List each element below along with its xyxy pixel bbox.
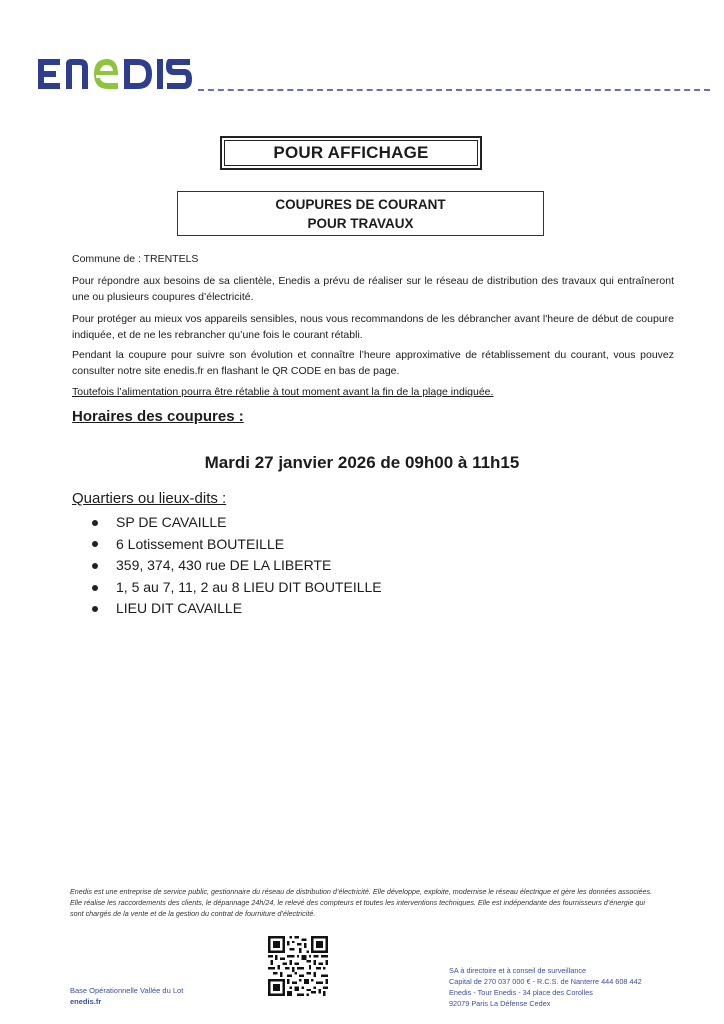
list-item — [88, 512, 382, 534]
list-item — [88, 555, 382, 577]
places-heading: Quartiers ou lieux-dits : — [72, 490, 227, 507]
base-label: Base Opérationnelle Vallée du Lot — [70, 986, 184, 995]
legal-note: Enedis est une entreprise de service public, gestionnaire du réseau de distribution d’électricité. Elle développe, exploite, modernise le réseau électrique et gère les données associées. Elle réalise les raccordements des clients, le dépannage 24h/24, le relevé des compteurs et toutes les interventions techniques. Elle est indépendante des fournisseurs d’énergie qui sont chargés de la vente et de la gestion du contrat de fourniture d’électricité. — [70, 887, 653, 918]
restoration-note: Toutefois l’alimentation pourra être rétablie à tout moment avant la fin de la plage indiquée. — [72, 386, 494, 398]
qr-info-paragraph: Pendant la coupure pour suivre son évolution et connaître l’heure approximative de rétablissement du courant, vous pouvez consulter notre site enedis.fr en flashant le QR CODE en bas de page. — [72, 349, 674, 377]
intro-paragraph: Pour répondre aux besoins de sa clientèle, Enedis a prévu de réaliser sur le réseau de distribution des travaux qui entraîneront une ou plusieurs coupures d’électricité. — [72, 275, 674, 303]
company-line: SA à directoire et à conseil de surveillance — [449, 966, 587, 975]
schedule-date: Mardi 27 janvier 2026 de 09h00 à 11h15 — [204, 453, 520, 472]
notice-title: POUR AFFICHAGE — [273, 143, 429, 162]
qr-code-graphic — [268, 936, 328, 996]
places-list — [88, 512, 382, 620]
list-item — [88, 577, 382, 599]
commune-line: Commune de : TRENTELS — [72, 253, 199, 265]
bullet-icon — [92, 585, 98, 591]
notice-subtitle-line1: COUPURES DE COURANT — [275, 196, 446, 212]
list-item — [88, 598, 382, 620]
bullet-icon — [92, 520, 98, 526]
website-link[interactable]: enedis.fr — [70, 997, 102, 1006]
place-name: 1, 5 au 7, 11, 2 au 8 LIEU DIT BOUTEILLE — [116, 578, 382, 595]
schedule-heading: Horaires des coupures : — [72, 408, 244, 425]
enedis-logo-graphic — [38, 54, 193, 92]
place-name: 359, 374, 430 rue DE LA LIBERTE — [116, 557, 332, 574]
company-line: 92079 Paris La Défense Cedex — [449, 999, 551, 1008]
bullet-icon — [92, 541, 98, 547]
notice-subtitle-box — [177, 191, 544, 236]
bullet-icon — [92, 606, 98, 612]
company-line: Enedis - Tour Enedis - 34 place des Corolles — [449, 988, 593, 997]
place-name: LIEU DIT CAVAILLE — [116, 600, 243, 617]
bullet-icon — [92, 563, 98, 569]
qr-code-icon[interactable] — [268, 936, 328, 996]
notice-title-box — [220, 136, 482, 170]
company-line: Capital de 270 037 000 € - R.C.S. de Nanterre 444 608 442 — [449, 977, 642, 986]
header-rule — [198, 89, 710, 91]
protection-paragraph: Pour protéger au mieux vos appareils sensibles, nous vous recommandons de les débrancher avant l'heure de début de coupure indiquée, et de ne les rebrancher qu’une fois le courant rétabli. — [72, 313, 674, 341]
place-name: 6 Lotissement BOUTEILLE — [116, 535, 285, 552]
place-name: SP DE CAVAILLE — [116, 514, 227, 530]
list-item — [88, 534, 382, 556]
company-info — [449, 965, 642, 1009]
enedis-logo — [38, 54, 193, 97]
notice-subtitle-line2: POUR TRAVAUX — [307, 215, 414, 231]
